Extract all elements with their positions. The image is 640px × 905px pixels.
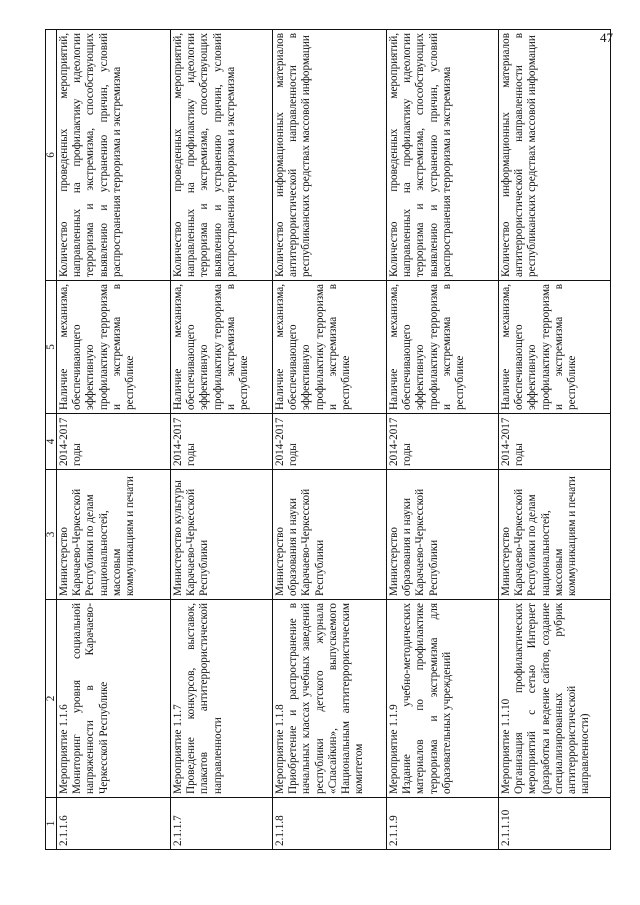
result-cell: Наличие механизма, обеспечивающего эффективную профилактику терроризма и экстремизма в республике [171, 281, 273, 414]
table-row [273, 30, 387, 850]
row-id: 2.1.1.9 [387, 798, 499, 850]
table-row [171, 30, 273, 850]
column-number: 4 [46, 414, 57, 470]
result-cell: Наличие механизма, обеспечивающего эффективную профилактику терроризма и экстремизма в республике [499, 281, 611, 414]
event-cell [273, 600, 387, 798]
indicator-cell: Количество проведенных мероприятий, направленных на профилактику идеологии терроризма и экстремизма, способствующих выявлению и устранению причин, условий распространения терроризма и экстремизма [57, 30, 171, 281]
table-row [387, 30, 499, 850]
column-number: 3 [46, 470, 57, 600]
executor-cell: Министерство образования и науки Карачаево-Черкесской Республики [387, 470, 499, 600]
event-label: Мероприятие 1.1.8 [274, 704, 286, 794]
indicator-cell: Количество проведенных мероприятий, направленных на профилактику идеологии терроризма и экстремизма, способствующих выявлению и устранению причин, условий распространения терроризма и экстремизма [171, 30, 273, 281]
event-cell [57, 600, 171, 798]
event-text: Издание учебно-методических материалов по профилактике терроризма и экстремизма для образовательных учреждений [401, 603, 453, 794]
event-label: Мероприятие 1.1.10 [500, 698, 512, 794]
event-text: Мониторинг уровня социальной напряженности в Карачаево-Черкесской Республике [71, 603, 110, 794]
indicator-cell: Количество проведенных мероприятий, направленных на профилактику идеологии терроризма и экстремизма, способствующих выявлению и устранению причин, условий распространения терроризма и экстремизма [387, 30, 499, 281]
table-row [57, 30, 171, 850]
indicator-cell: Количество информационных материалов антитеррористической направленности в республиканских средствах массовой информации [273, 30, 387, 281]
event-cell [387, 600, 499, 798]
indicator-cell: Количество информационных материалов антитеррористической направленности в республиканских средствах массовой информации [499, 30, 611, 281]
event-text: Организация профилактических мероприятий с сетью Интернет (разработка и ведение сайтов, создание специализированных рубрик антитеррористической направленности) [513, 603, 592, 794]
period-cell: 2014-2017 годы [499, 414, 611, 470]
column-number: 1 [46, 798, 57, 850]
event-text: Проведение конкурсов, выставок, плакатов антитеррористической направленности [185, 603, 224, 794]
event-cell [171, 600, 273, 798]
executor-cell: Министерство образования и науки Карачаево-Черкесской Республики [273, 470, 387, 600]
event-label: Мероприятие 1.1.7 [172, 704, 184, 794]
row-id: 2.1.1.10 [499, 798, 611, 850]
period-cell: 2014-2017 годы [171, 414, 273, 470]
period-cell: 2014-2017 годы [273, 414, 387, 470]
row-id: 2.1.1.6 [57, 798, 171, 850]
result-cell: Наличие механизма, обеспечивающего эффективную профилактику терроризма и экстремизма в республике [57, 281, 171, 414]
executor-cell: Министерство Карачаево-Черкесской Республики по делам национальностей, массовым коммуникациям и печати [499, 470, 611, 600]
column-number-row [46, 30, 57, 850]
result-cell: Наличие механизма, обеспечивающего эффективную профилактику терроризма и экстремизма в республике [387, 281, 499, 414]
rotated-page-content [45, 0, 640, 850]
row-id: 2.1.1.8 [273, 798, 387, 850]
executor-cell: Министерство культуры Карачаево-Черкесской Республики [171, 470, 273, 600]
page-number: 47 [600, 30, 613, 45]
column-number: 6 [46, 30, 57, 281]
executor-cell: Министерство Карачаево-Черкесской Республики по делам национальностей, массовым коммуникациям и печати [57, 470, 171, 600]
measures-table [45, 29, 611, 850]
period-cell: 2014-2017 годы [387, 414, 499, 470]
event-label: Мероприятие 1.1.9 [388, 704, 400, 794]
column-number: 5 [46, 281, 57, 414]
event-label: Мероприятие 1.1.6 [58, 704, 70, 794]
result-cell: Наличие механизма, обеспечивающего эффективную профилактику терроризма и экстремизма в республике [273, 281, 387, 414]
column-number: 2 [46, 600, 57, 798]
period-cell: 2014-2017 годы [57, 414, 171, 470]
table-row [499, 30, 611, 850]
row-id: 2.1.1.7 [171, 798, 273, 850]
event-cell [499, 600, 611, 798]
event-text: Приобретение и распространение в начальных классах учебных заведений республики детского журнала «Спасайкин», выпускаемого Национальным антитеррористическим комитетом [287, 603, 366, 794]
